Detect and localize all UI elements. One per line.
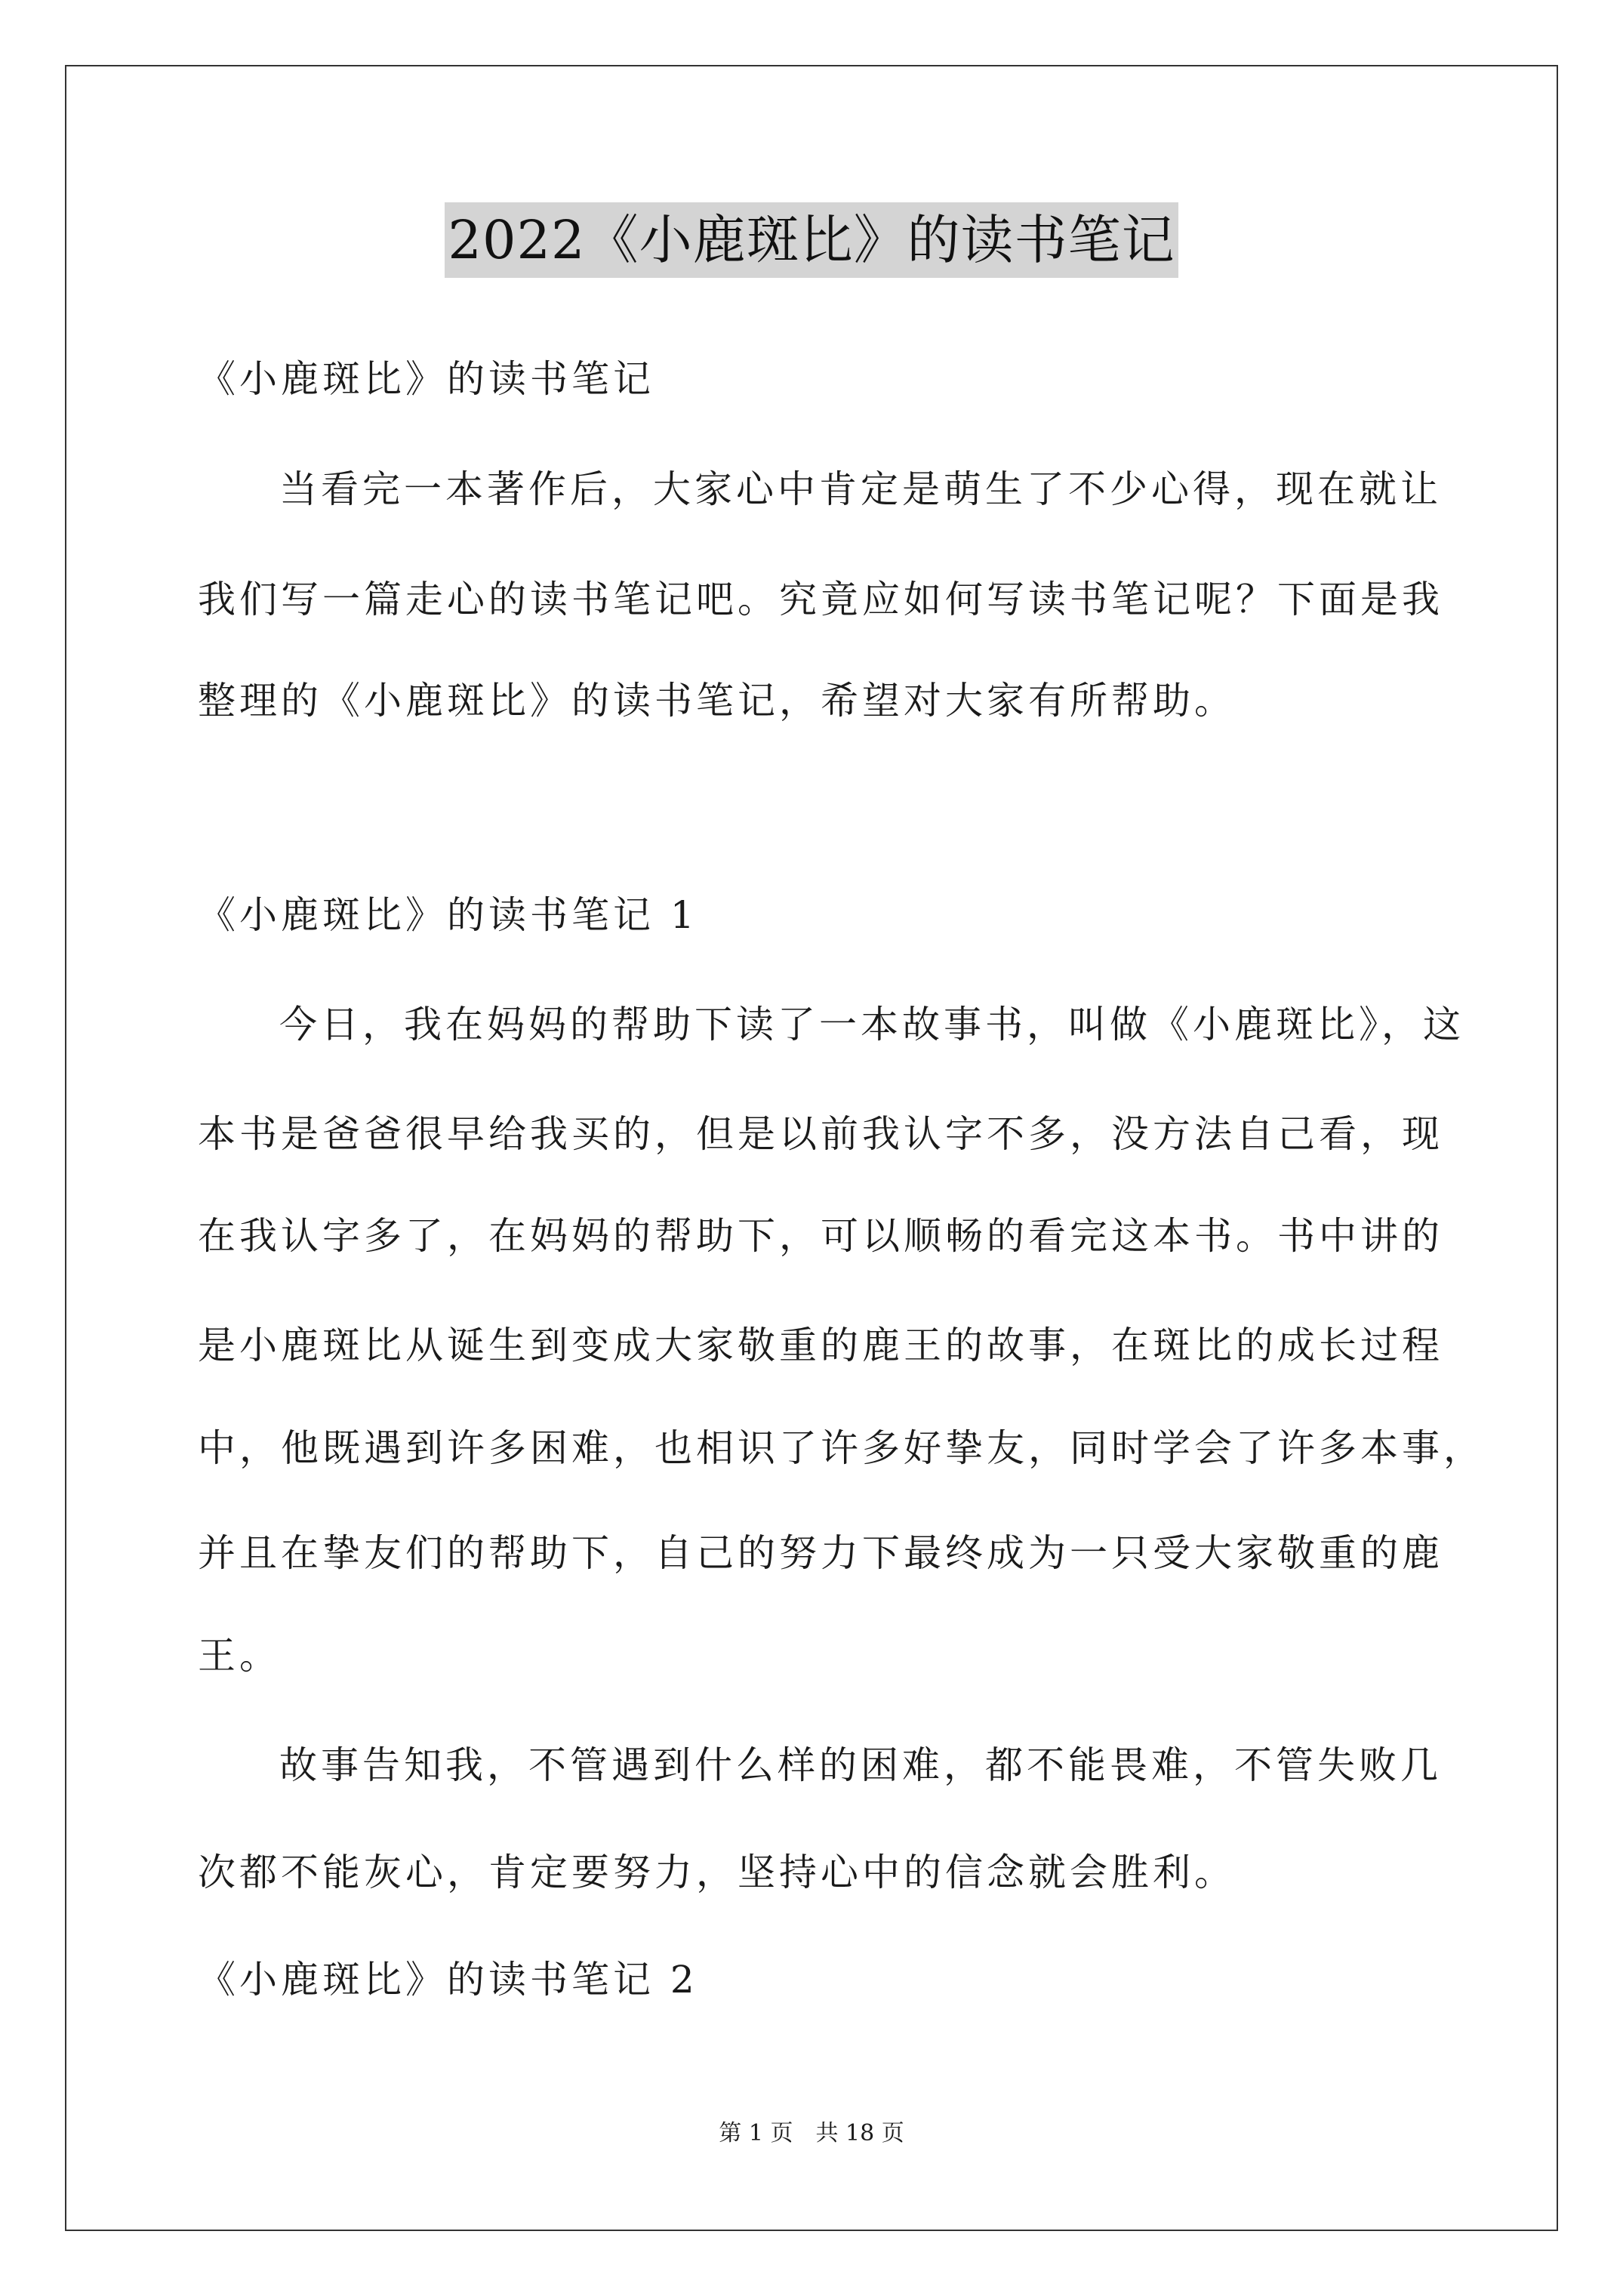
title-block [0, 202, 1623, 278]
section-line: 在我认字多了，在妈妈的帮助下，可以顺畅的看完这本书。书中讲的 [198, 1214, 1443, 1258]
section-line: 次都不能灰心，肯定要努力，坚持心中的信念就会胜利。 [198, 1851, 1236, 1894]
page-number: 第 1 页 共 18 页 [719, 2120, 904, 2147]
intro-line: 整理的《小鹿斑比》的读书笔记，希望对大家有所帮助。 [198, 679, 1236, 723]
section-line: 王。 [198, 1634, 281, 1678]
intro-line: 当看完一本著作后，大家心中肯定是萌生了不少心得，现在就让 [279, 467, 1442, 511]
document-title: 2022《小鹿斑比》的读书笔记 [445, 202, 1178, 278]
section-line: 故事告知我，不管遇到什么样的困难，都不能畏难，不管失败几 [279, 1743, 1442, 1787]
subtitle: 《小鹿斑比》的读书笔记 [198, 357, 654, 401]
section-line: 中，他既遇到许多困难，也相识了许多好挚友，同时学会了许多本事， [198, 1426, 1485, 1470]
section-line: 并且在挚友们的帮助下，自己的努力下最终成为一只受大家敬重的鹿 [198, 1531, 1443, 1575]
intro-line: 我们写一篇走心的读书笔记吧。究竟应如何写读书笔记呢？下面是我 [198, 578, 1443, 621]
section-line: 是小鹿斑比从诞生到变成大家敬重的鹿王的故事，在斑比的成长过程 [198, 1324, 1443, 1367]
section-heading: 《小鹿斑比》的读书笔记 2 [198, 1958, 698, 2002]
section-line: 本书是爸爸很早给我买的，但是以前我认字不多，没方法自己看，现 [198, 1112, 1443, 1156]
section-heading: 《小鹿斑比》的读书笔记 1 [198, 893, 698, 937]
section-line: 今日，我在妈妈的帮助下读了一本故事书，叫做《小鹿斑比》，这 [279, 1003, 1464, 1046]
